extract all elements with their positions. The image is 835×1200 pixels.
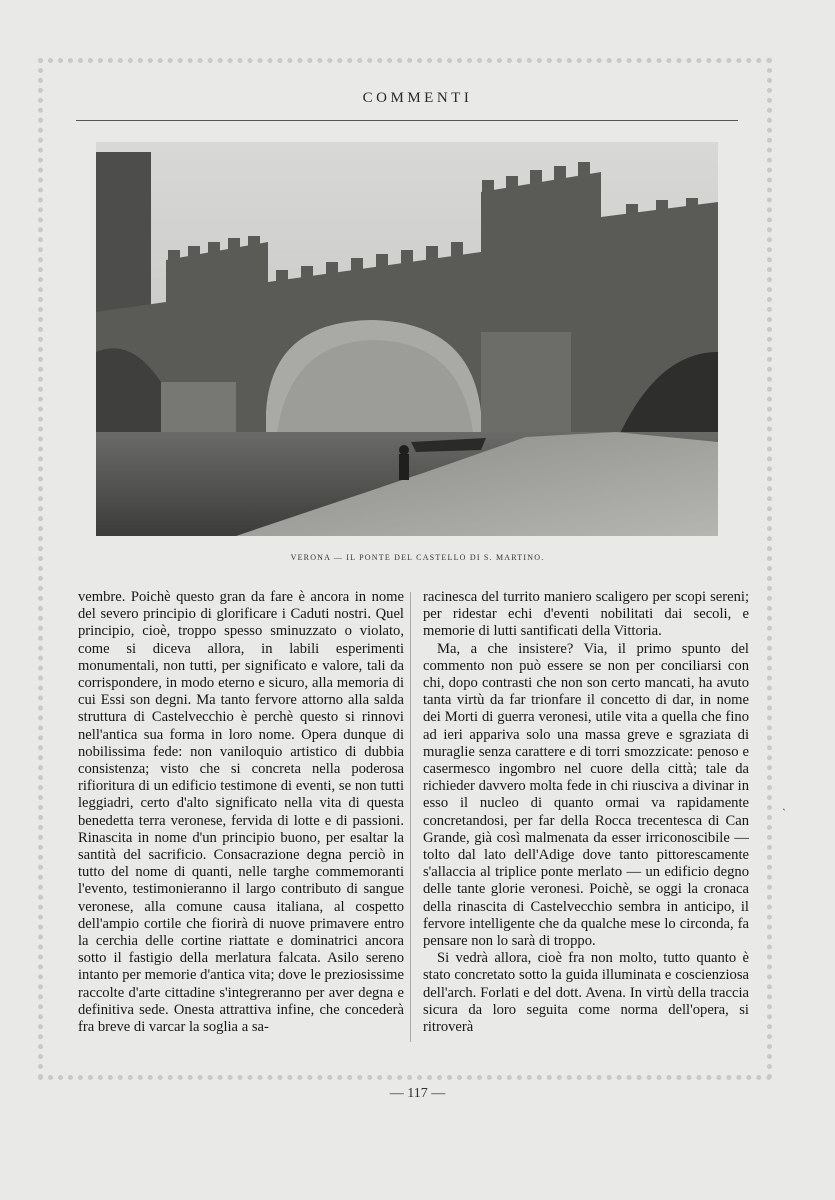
figure-caption: VERONA — IL PONTE DEL CASTELLO DI S. MARTINO.: [290, 553, 545, 562]
page-number: — 117 —: [389, 1086, 446, 1101]
right-paragraph-3: Si vedrà allora, cioè fra non molto, tutto quanto è stato concretato sotto la guida illuminata e coscienziosa dell'arch. Forlati e del dott. Avena. In virtù della traccia sicura da loro seguita come norma dell'opera, si ritroverà: [423, 950, 749, 1036]
castelvecchio-bridge-photo-icon: [96, 142, 718, 536]
right-paragraph-2: Ma, a che insistere? Via, il primo spunto del commento non può essere se non per conciliarsi con chi, dopo contrasti che non son certo mancati, ha avuto tanta virtù da far trionfare il concetto di dar, in nome dei Morti di guerra veronesi, utile vita a quella che fino ad ieri appariva solo una massa greve e sgraziata di muraglie senza carattere e di torri smozzicate: penoso e casermesco ingombro nel cuore della città; tale da richieder davvero molta fede in chi riusciva a divinar in esso il nucleo di quanto ormai va rapidamente concretandosi, per far della Rocca trecentesca di Can Grande, già così malmenata da esser irriconoscibile — tolto dal lato dell'Adige dove tanto pittorescamente s'allaccia al triplice ponte merlato — un edificio degno delle tante glorie veronesi. Poichè, se oggi la cronaca della rinascita di Castelvecchio sembra in anticipo, il fervore intelligente che da qualche mese lo circonda, fa pensare non lo sarà di troppo.: [423, 640, 749, 950]
bridge-photograph: [96, 142, 718, 536]
left-column: [78, 589, 404, 1036]
header-rule: [76, 120, 738, 121]
margin-mark: ˋ: [782, 806, 786, 820]
left-column-paragraph: vembre. Poichè questo gran da fare è ancora in nome del severo principio di glorificare i Caduti nostri. Quel principio, cioè, troppo spesso sminuzzato o violato, come si diceva allora, in labili esperimenti monumentali, non tutti, per significato e valore, tali da corrispondere, in modo eterno e sicuro, alla memoria di cui Essi son degni. Ma tanto fervore attorno alla salda struttura di Castelvecchio è perchè questo si rinnovi nell'antica sua forma in loro nome. Opera dunque di nobilissima fede: non vaniloquio artistico di dubbia consistenza; visto che si concreta nella poderosa rifioritura di un edificio testimone di eventi, se non tutti leggiadri, certo d'alto significato nella vita di questa benedetta terra veronese, fervida di lotte e di passioni. Rinascita in nome d'un principio buono, per esaltar la santità del sacrificio. Consacrazione degna perciò in tutto del nome di quanti, nelle targhe commemoranti l'evento, testimonieranno il largo contributo di sangue veronese, alla comune causa italiana, al cospetto dell'ampio cortile che fiorirà di nuove primavere entro la cerchia delle cortine riattate e dominatrici ancora sotto il fastigio della merlatura falcata. Asilo sereno intanto per memorie d'antica vita; dove le preziosissime raccolte d'arte cittadine s'integreranno per aver degna e definitiva sede. Onesta attrattiva infine, che concederà fra breve di varcar la soglia a sa-: [78, 589, 404, 1036]
right-column: [423, 589, 749, 1036]
right-paragraph-1: racinesca del turrito maniero scaligero per scopi sereni; per ridestar echi d'eventi nobilitati dai secoli, e memorie di lutti santificati della Vittoria.: [423, 589, 749, 640]
column-divider: [410, 592, 411, 1042]
running-title: COMMENTI: [362, 90, 473, 106]
